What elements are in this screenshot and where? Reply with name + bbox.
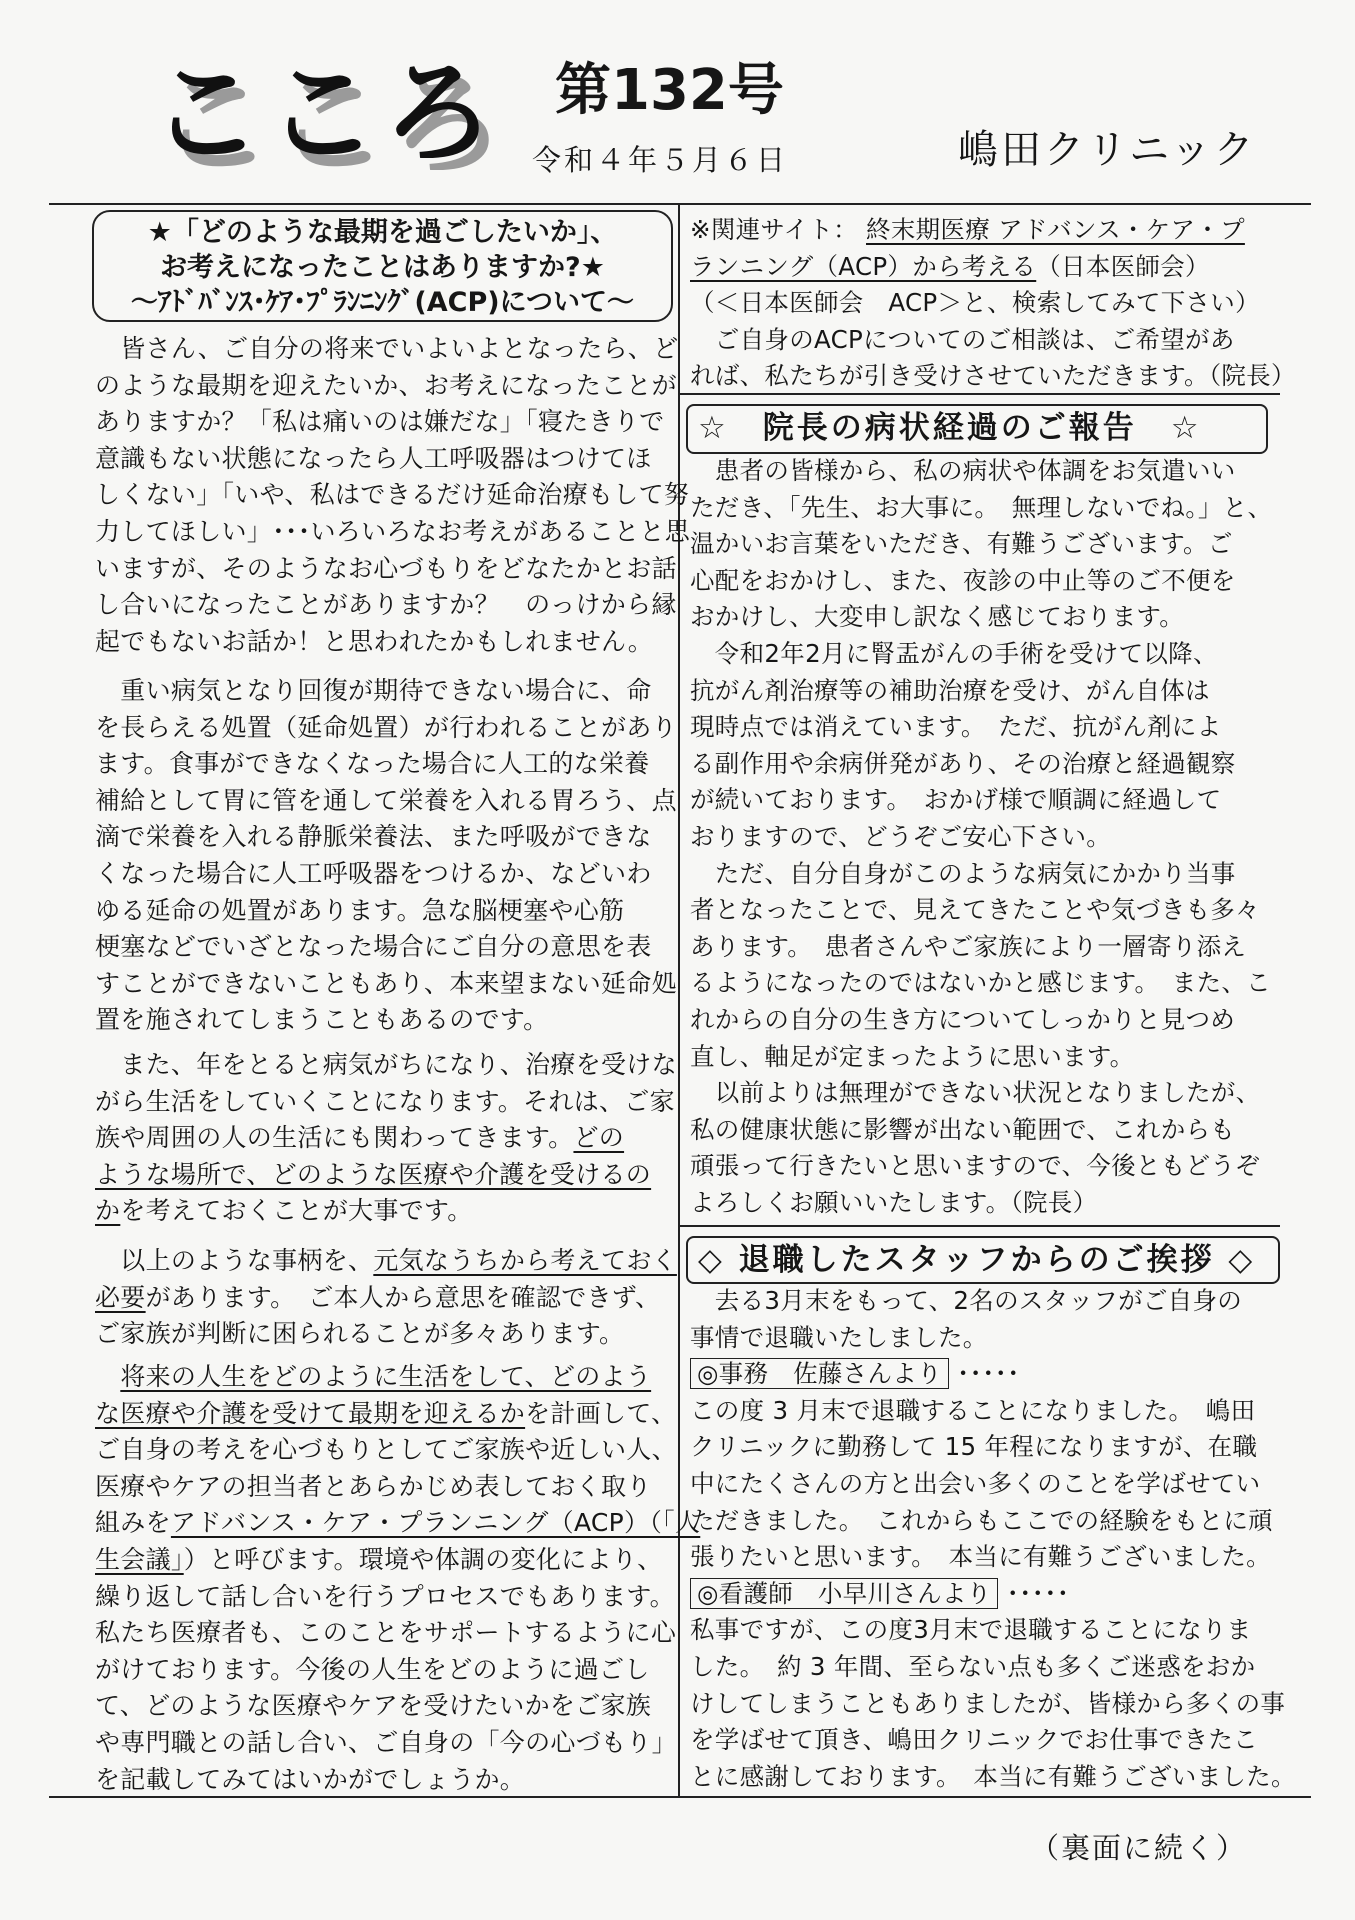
text-line: ます。食事ができなくなった場合に人工的な栄養: [95, 749, 650, 779]
staff-label: ◎看護師 小早川さんより: [690, 1578, 998, 1609]
related-site-section: [690, 212, 1296, 395]
paragraph: [95, 1359, 700, 1798]
text-line: しくない」「いや、私はできるだけ延命治療もして努: [95, 480, 690, 510]
issue-date: 令和４年５月６日: [532, 143, 789, 177]
text-line: し合いになったことがありますか？ のっけから縁: [95, 590, 677, 620]
text-line: [690, 1576, 1296, 1613]
text-segment: （日本医師会）: [1036, 251, 1210, 281]
text-line: また、年をとると病気がちになり、治療を受けな: [95, 1050, 677, 1079]
text-line: [95, 1243, 677, 1280]
underlined-text: 生会議」: [95, 1544, 184, 1574]
staff-label: ◎事務 佐藤さんより: [690, 1358, 949, 1389]
text-line: （＜日本医師会 ACP＞と、検索してみて下さい）: [690, 288, 1260, 318]
text-line: 力してほしい」･･･いろいろなお考えがあることと思: [95, 516, 691, 546]
text-line: 滴で栄養を入れる静脈栄養法、また呼吸ができな: [95, 822, 652, 852]
text-line: 私たち医療者も、このことをサポートするように心: [95, 1618, 677, 1648]
underlined-text: 必要: [95, 1282, 146, 1312]
text-line: 頑張って行きたいと思いますので、今後ともどうぞ: [690, 1151, 1260, 1181]
text-segment: を計画して、: [525, 1398, 677, 1428]
text-line: [95, 1157, 677, 1194]
text-line: 医療やケアの担当者とあらかじめ表しておく取り: [95, 1471, 652, 1501]
text-line: 私の健康状態に影響が出ない範囲で、これからも: [690, 1114, 1236, 1144]
text-line: れば、私たちが引き受けさせていただきます。（院長）: [690, 361, 1296, 391]
text-line: ご自身の考えを心づもりとしてご家族や近しい人、: [95, 1435, 677, 1465]
text-line: ご自身のACPについてのご相談は、ご希望があ: [690, 324, 1235, 354]
text-line: 事情で退職いたしました。: [690, 1322, 988, 1352]
text-line: [690, 212, 1296, 249]
text-line: るようになったのではないかと感じます。 また、こ: [690, 968, 1271, 998]
paragraph: [95, 1243, 677, 1353]
text-segment: を考えておくことが大事です。: [120, 1196, 473, 1226]
text-line: 置を施されてしまうこともあるのです。: [95, 1005, 549, 1035]
article-title-box: [92, 210, 673, 322]
underlined-text: 将来の人生をどのように生活をして、どのよう: [120, 1362, 652, 1391]
text-line: 起でもないお話か！と思われたかもしれません。: [95, 626, 654, 656]
underlined-text: ランニング（ACP）から考える: [690, 251, 1037, 281]
text-line: 以前よりは無理ができない状況となりましたが、: [690, 1078, 1261, 1108]
text-line: ありますか？「私は痛いのは嫌だな」「寝たきりで: [95, 407, 665, 437]
text-line: [690, 1356, 1296, 1393]
staff-section: [690, 1283, 1296, 1795]
text-line: とに感謝しております。 本当に有難うございました。: [690, 1761, 1296, 1791]
text-line: や専門職との話し合い、ご自身の「今の心づもり」: [95, 1727, 677, 1757]
text-segment: ）と呼びます。環境や体調の変化により、: [183, 1544, 663, 1574]
paragraph: [95, 673, 677, 1039]
underlined-text: 元気なうちから考えておく: [373, 1246, 677, 1275]
ellipsis: ･････: [998, 1578, 1070, 1608]
text-line: 現時点では消えています。 ただ、抗がん剤によ: [690, 712, 1222, 742]
text-line: 直し、軸足が定まったように思います。: [690, 1041, 1135, 1071]
text-line: [690, 249, 1296, 286]
clinic-name: 嶋田クリニック: [958, 127, 1257, 173]
continued-on-back: （裏面に続く）: [1030, 1831, 1248, 1865]
text-line: 私事ですが、この度3月末で退職することになりま: [690, 1615, 1252, 1645]
text-line: ご家族が判断に困られることが多々あります。: [95, 1319, 625, 1349]
text-line: [95, 1359, 700, 1396]
text-line: 中にたくさんの方と出会い多くのことを学ばせてい: [690, 1468, 1261, 1498]
underlined-text: な医療や介護を受けて最期を迎えるか: [95, 1398, 526, 1428]
text-line: 梗塞などでいざとなった場合にご自分の意思を表: [95, 932, 652, 962]
ellipsis: ･････: [948, 1359, 1020, 1389]
text-line: を記載してみてはいかがでしょうか。: [95, 1764, 526, 1794]
underlined-text: 終末期医療 アドバンス・ケア・プ: [866, 215, 1245, 244]
text-line: クリニックに勤務して 15 年程になりますが、在職: [690, 1432, 1258, 1462]
section-divider: [680, 1225, 1280, 1227]
text-line: 温かいお言葉をいただき、有難うございます。ご: [690, 529, 1233, 559]
text-line: 抗がん剤治療等の補助治療を受け、がん自体は: [690, 675, 1210, 705]
underlined-text: どの: [573, 1123, 625, 1153]
text-line: 張りたいと思います。 本当に有難うございました。: [690, 1542, 1271, 1572]
article-title-line: お考えになったことはありますか?★: [160, 252, 605, 283]
text-segment: 以上のような事柄を、: [95, 1246, 374, 1275]
underlined-text: アドバンス・ケア・プランニング（ACP）（「人: [170, 1508, 701, 1538]
text-line: くなった場合に人工呼吸器をつけるか、などいわ: [95, 858, 652, 888]
underlined-text: ような場所で、どのような医療や介護を受けるの: [95, 1159, 652, 1189]
paragraph: [95, 331, 690, 660]
text-line: 去る3月末をもって、2名のスタッフがご自身の: [690, 1286, 1243, 1315]
text-line: ただ、自分自身がこのような病気にかかり当事: [690, 858, 1236, 888]
text-line: 令和2年2月に腎盂がんの手術を受けて以降、: [690, 638, 1218, 668]
text-line: がら生活をしていくことになります。それは、ご家: [95, 1086, 675, 1116]
text-line: 心配をおかけし、また、夜診の中止等のご不便を: [690, 565, 1236, 595]
text-line: [95, 1505, 700, 1542]
paragraph: [95, 1047, 677, 1230]
report-section: [690, 453, 1272, 1221]
text-line: [95, 1396, 700, 1433]
text-line: いますが、そのようなお心づもりをどなたかとお話: [95, 553, 677, 583]
text-line: が続いております。 おかげ様で順調に経過して: [690, 785, 1222, 815]
text-line: 重い病気となり回復が期待できない場合に、命: [95, 676, 652, 705]
header-divider: [49, 203, 1311, 205]
text-line: あります。 患者さんやご家族により一層寄り添え: [690, 931, 1247, 961]
text-line: よろしくお願いいたします。（院長）: [690, 1187, 1098, 1217]
text-line: [95, 1193, 677, 1230]
text-line: がけております。今後の人生をどのように過ごし: [95, 1654, 650, 1684]
text-line: [95, 1120, 677, 1157]
text-line: 患者の皆様から、私の病状や体調をお気遣いい: [690, 456, 1236, 485]
issue-number: 第132号: [555, 58, 784, 123]
text-segment: ※関連サイト：: [690, 215, 867, 244]
text-line: ただき、「先生、お大事に。 無理しないでね。」と、: [690, 492, 1273, 522]
text-line: けしてしまうこともありましたが、皆様から多くの事: [690, 1688, 1286, 1718]
text-line: おかけし、大変申し訳なく感じております。: [690, 602, 1185, 632]
text-line: のような最期を迎えたいか、お考えになったことが: [95, 370, 677, 400]
text-line: [95, 1280, 677, 1317]
text-line: [95, 1542, 700, 1579]
staff-heading: ◇ 退職したスタッフからのご挨拶 ◇: [686, 1236, 1280, 1284]
text-line: すことができないこともあり、本来望まない延命処: [95, 968, 677, 998]
text-segment: 族や周囲の人の生活にも関わってきます。: [95, 1123, 574, 1153]
text-line: この度 3 月末で退職することになりました。 嶋田: [690, 1395, 1256, 1425]
newsletter-logo: こころ: [150, 49, 498, 179]
text-line: した。 約 3 年間、至らない点も多くご迷惑をおか: [690, 1651, 1256, 1681]
text-line: 者となったことで、見えてきたことや気づきも多々: [690, 895, 1260, 925]
text-segment: があります。 ご本人から意思を確認できず、: [145, 1282, 661, 1312]
text-line: て、どのような医療やケアを受けたいかをご家族: [95, 1691, 652, 1721]
text-line: れからの自分の生き方についてしっかりと見つめ: [690, 1004, 1236, 1034]
text-line: ただきました。 これからもここでの経験をもとに頑: [690, 1505, 1273, 1535]
text-line: 意識もない状態になったら人工呼吸器はつけてほ: [95, 443, 652, 473]
article-title-line: ★「どのような最期を過ごしたいか」、: [147, 217, 618, 248]
text-line: 補給として胃に管を通して栄養を入れる胃ろう、点: [95, 785, 677, 815]
text-line: おりますので、どうぞご安心下さい。: [690, 821, 1112, 851]
text-line: を長らえる処置（延命処置）が行われることがあり: [95, 712, 677, 742]
article-subtitle: ～ｱﾄﾞﾊﾞﾝｽ･ｹｱ･ﾌﾟﾗﾝﾆﾝｸﾞ(ACP)について～: [130, 287, 635, 318]
report-heading: ☆ 院長の病状経過のご報告 ☆: [686, 404, 1268, 454]
underlined-text: か: [95, 1196, 121, 1226]
text-segment: 組みを: [95, 1508, 171, 1538]
text-line: を学ばせて頂き、嶋田クリニックでお仕事できたこ: [690, 1725, 1258, 1755]
text-segment: [95, 1362, 120, 1391]
text-line: る副作用や余病併発があり、その治療と経過観察: [690, 748, 1236, 778]
text-line: 繰り返して話し合いを行うプロセスでもあります。: [95, 1581, 675, 1611]
text-line: ゆる延命の処置があります。急な脳梗塞や心筋: [95, 895, 625, 925]
text-line: 皆さん、ご自分の将来でいよいよとなったら、ど: [95, 334, 679, 363]
